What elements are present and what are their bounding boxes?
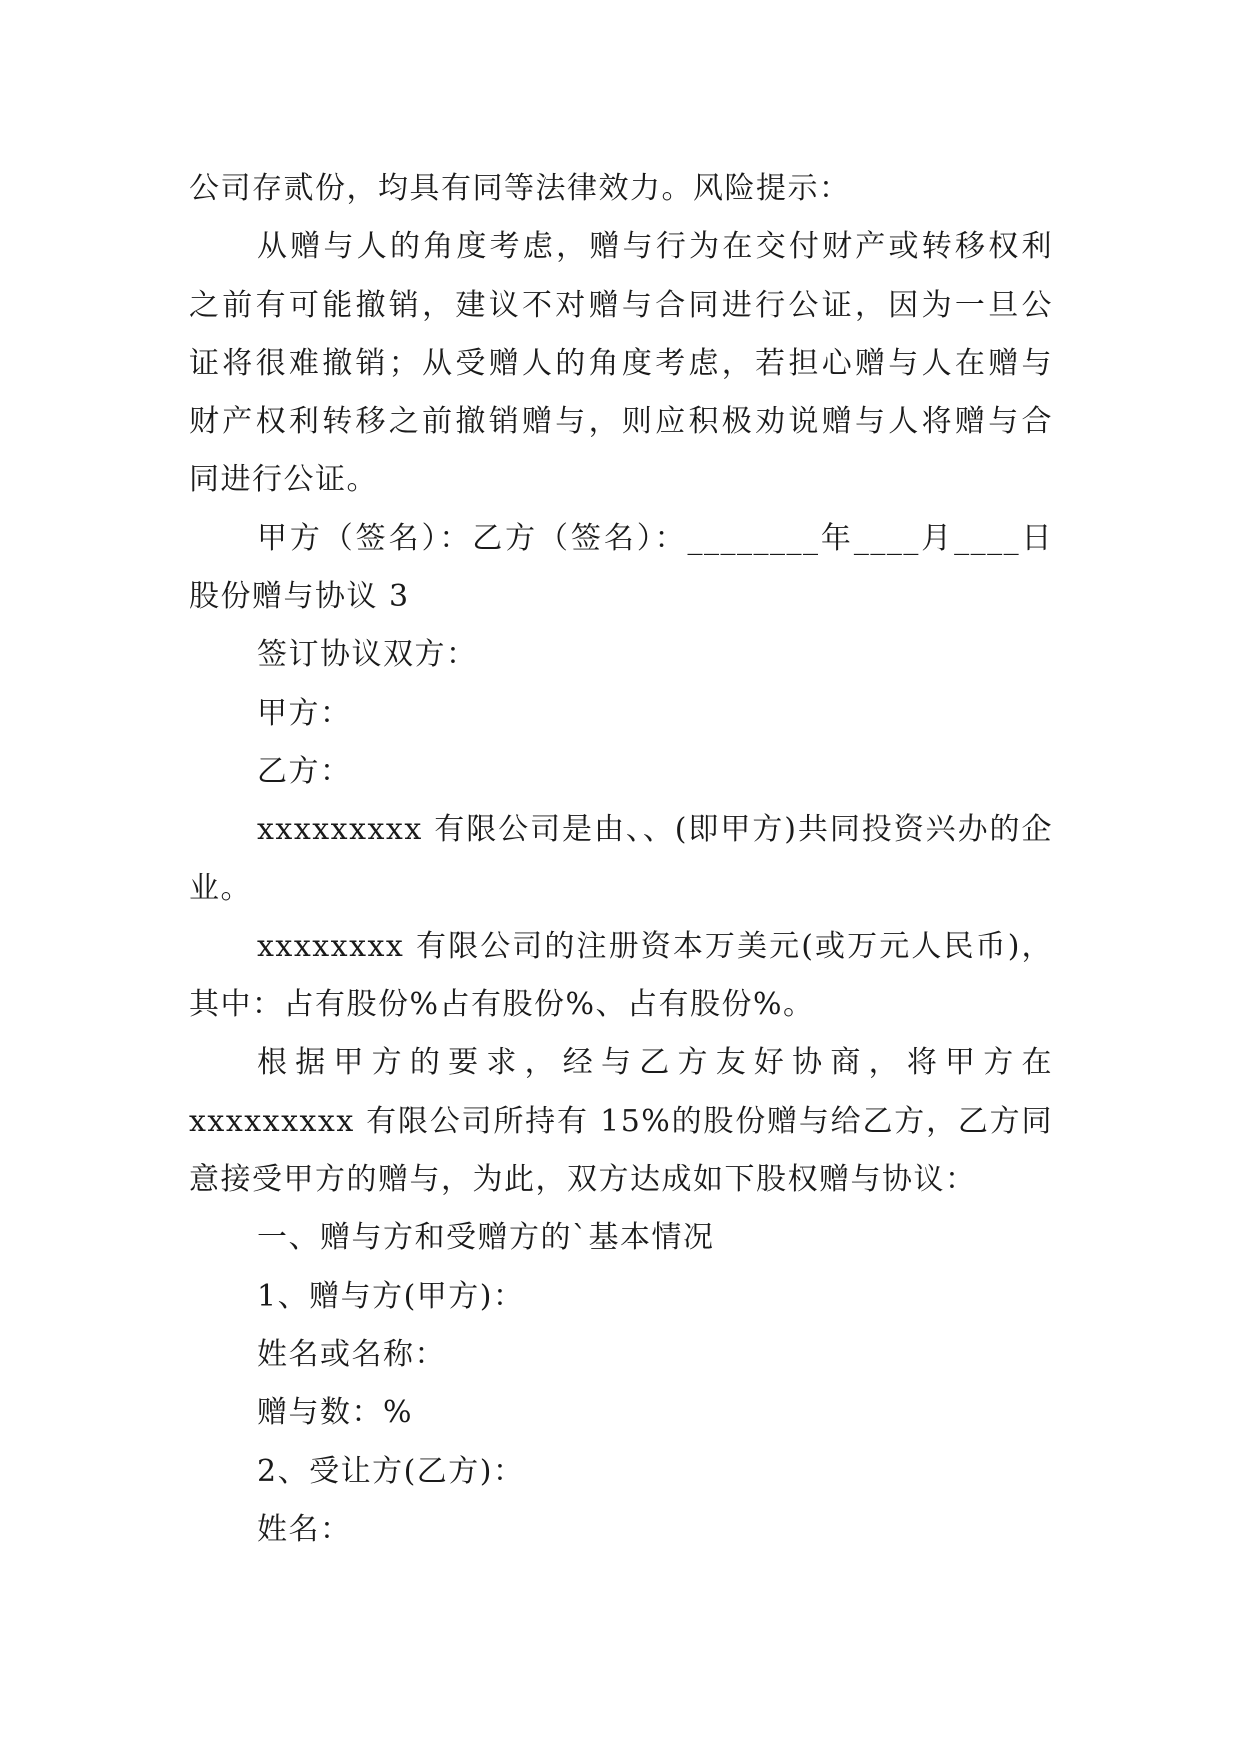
clause-heading: 一、赠与方和受赠方的`基本情况 — [257, 1220, 715, 1256]
paragraph-line: 证将很难撤销；从受赠人的角度考虑，若担心赠与人在赠与 — [189, 345, 1053, 381]
paragraph-line: 公司存贰份，均具有同等法律效力。风险提示： — [189, 171, 851, 206]
paragraph-line: xxxxxxxx 有限公司的注册资本万美元(或万元人民币)， — [257, 928, 1053, 964]
party-a-label: 甲方： — [257, 695, 352, 731]
paragraph-line: 从赠与人的角度考虑，赠与行为在交付财产或转移权利 — [257, 229, 1053, 265]
clause-item: 姓名： — [257, 1511, 352, 1547]
document-body — [189, 160, 1053, 1559]
paragraph-line: 其中：占有股份%占有股份%、占有股份%。 — [189, 987, 815, 1023]
signature-line: 甲方（签名）：乙方（签名）：________年____月____日 — [257, 520, 1053, 556]
clause-item: 赠与数：% — [257, 1395, 414, 1431]
section-title: 股份赠与协议 3 — [189, 579, 410, 615]
paragraph-line: 财产权利转移之前撤销赠与，则应积极劝说赠与人将赠与合 — [189, 404, 1053, 440]
paragraph-line: xxxxxxxxx 有限公司所持有 15%的股份赠与给乙方，乙方同 — [189, 1103, 1053, 1139]
clause-item: 姓名或名称： — [257, 1336, 446, 1372]
paragraph-line: 签订协议双方： — [257, 637, 478, 673]
party-b-label: 乙方： — [257, 753, 352, 789]
clause-item: 2、受让方(乙方)： — [257, 1453, 525, 1489]
paragraph-line: 同进行公证。 — [189, 462, 378, 498]
paragraph-line: 意接受甲方的赠与，为此，双方达成如下股权赠与协议： — [189, 1162, 977, 1198]
paragraph-line: 根据甲方的要求，经与乙方友好协商，将甲方在 — [257, 1045, 1053, 1081]
clause-item: 1、赠与方(甲方)： — [257, 1278, 525, 1314]
paragraph-line: xxxxxxxxx 有限公司是由、、(即甲方)共同投资兴办的企 — [257, 812, 1053, 848]
paragraph-line: 业。 — [189, 870, 252, 906]
paragraph-line: 之前有可能撤销，建议不对赠与合同进行公证，因为一旦公 — [189, 287, 1053, 323]
